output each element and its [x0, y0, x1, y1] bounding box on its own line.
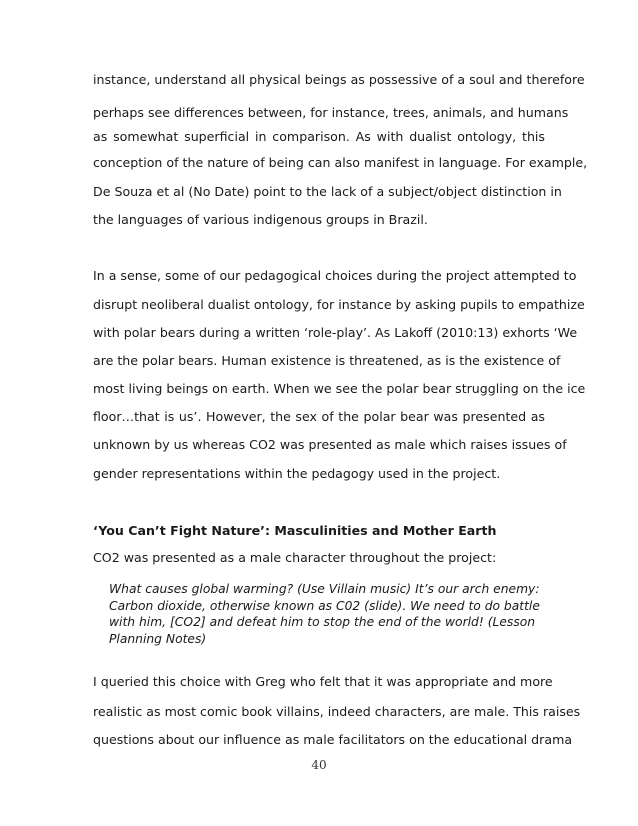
paragraph-1-line: the languages of various indigenous groups in Brazil. — [93, 212, 428, 227]
quote-line: with him, [CO2] and defeat him to stop the end of the world! (Lesson — [109, 615, 536, 629]
quote-line: What causes global warming? (Use Villain music) It’s our arch enemy: — [109, 582, 540, 596]
paragraph-1-line: perhaps see differences between, for instance, trees, animals, and humans — [93, 105, 569, 120]
paragraph-2-line: most living beings on earth. When we see the polar bear struggling on the ice — [93, 381, 586, 396]
paragraph-1-line: conception of the nature of being can also manifest in language. For example, — [93, 155, 588, 170]
paragraph-2-line: are the polar bears. Human existence is threatened, as is the existence of — [93, 353, 561, 368]
paragraph-2-line: floor…that is us’. However, the sex of the polar bear was presented as — [93, 409, 545, 424]
paragraph-1-line: instance, understand all physical beings as possessive of a soul and therefore — [93, 72, 585, 87]
paragraph-3-line: questions about our influence as male facilitators on the educational drama — [93, 732, 573, 747]
paragraph-2-line: with polar bears during a written ‘role-play’. As Lakoff (2010:13) exhorts ‘We — [93, 325, 578, 340]
paragraph-2-line: disrupt neoliberal dualist ontology, for instance by asking pupils to empathize — [93, 297, 585, 312]
quote-line: Carbon dioxide, otherwise known as C02 (slide). We need to do battle — [109, 599, 540, 613]
quote-line: Planning Notes) — [109, 632, 207, 646]
section-heading: ‘You Can’t Fight Nature’: Masculinities and Mother Earth — [93, 523, 497, 538]
page-number: 40 — [311, 758, 327, 772]
paragraph-3-line: realistic as most comic book villains, indeed characters, are male. This raises — [93, 704, 581, 719]
paragraph-2-line: gender representations within the pedagogy used in the project. — [93, 466, 501, 481]
paragraph-2-line: In a sense, some of our pedagogical choices during the project attempted to — [93, 268, 577, 283]
paragraph-1-line: as somewhat superficial in comparison. As with dualist ontology, this — [93, 129, 545, 144]
paragraph-1-line: De Souza et al (No Date) point to the lack of a subject/object distinction in — [93, 184, 562, 199]
paragraph-2-line: unknown by us whereas CO2 was presented as male which raises issues of — [93, 437, 567, 452]
paragraph-3-line: I queried this choice with Greg who felt that it was appropriate and more — [93, 674, 553, 689]
intro-line: CO2 was presented as a male character throughout the project: — [93, 550, 497, 565]
